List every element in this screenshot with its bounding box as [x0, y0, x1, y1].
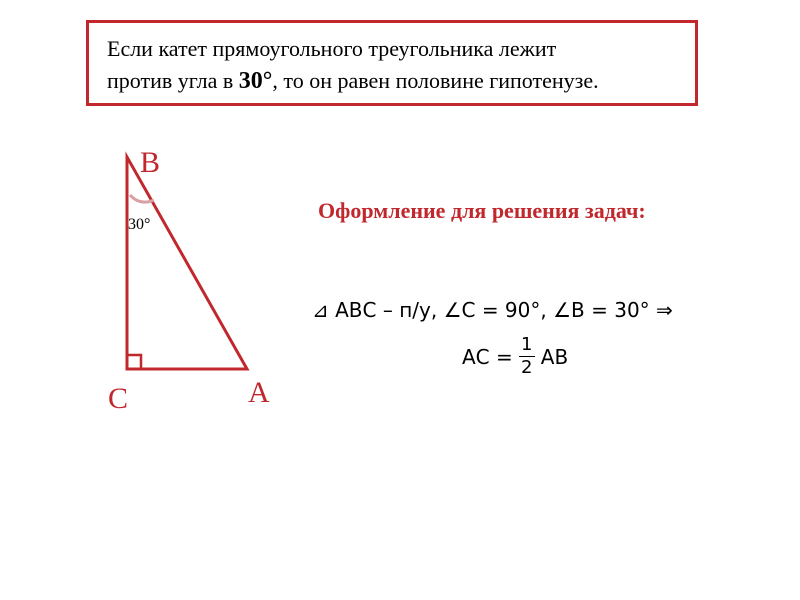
fraction-one-half [519, 334, 535, 379]
fraction-denominator: 2 [521, 357, 533, 378]
vertex-a-label: A [248, 376, 270, 409]
formula-result-left: АС = [462, 344, 513, 369]
fraction-numerator: 1 [521, 334, 533, 355]
vertex-b-label: B [140, 146, 161, 179]
theorem-angle: 30° [238, 68, 273, 94]
right-angle-marker [127, 355, 141, 369]
formula-condition: ⊿ АВС – п/у, ∠C = 90°, ∠B = 30° ⇒ [312, 298, 673, 322]
formula-result [462, 334, 568, 379]
theorem-line-1: Если катет прямоугольного треугольника лежит [107, 36, 557, 61]
solution-title: Оформление для решения задач: [318, 198, 646, 223]
triangle-abc [127, 157, 247, 369]
formula-result-right: АВ [540, 344, 569, 369]
theorem-line-2-end: , то он равен половине гипотенузе. [272, 68, 599, 93]
theorem-line-2-start: против угла в [107, 68, 239, 93]
vertex-c-label: C [108, 382, 129, 415]
angle-b-label: 30° [128, 216, 151, 233]
